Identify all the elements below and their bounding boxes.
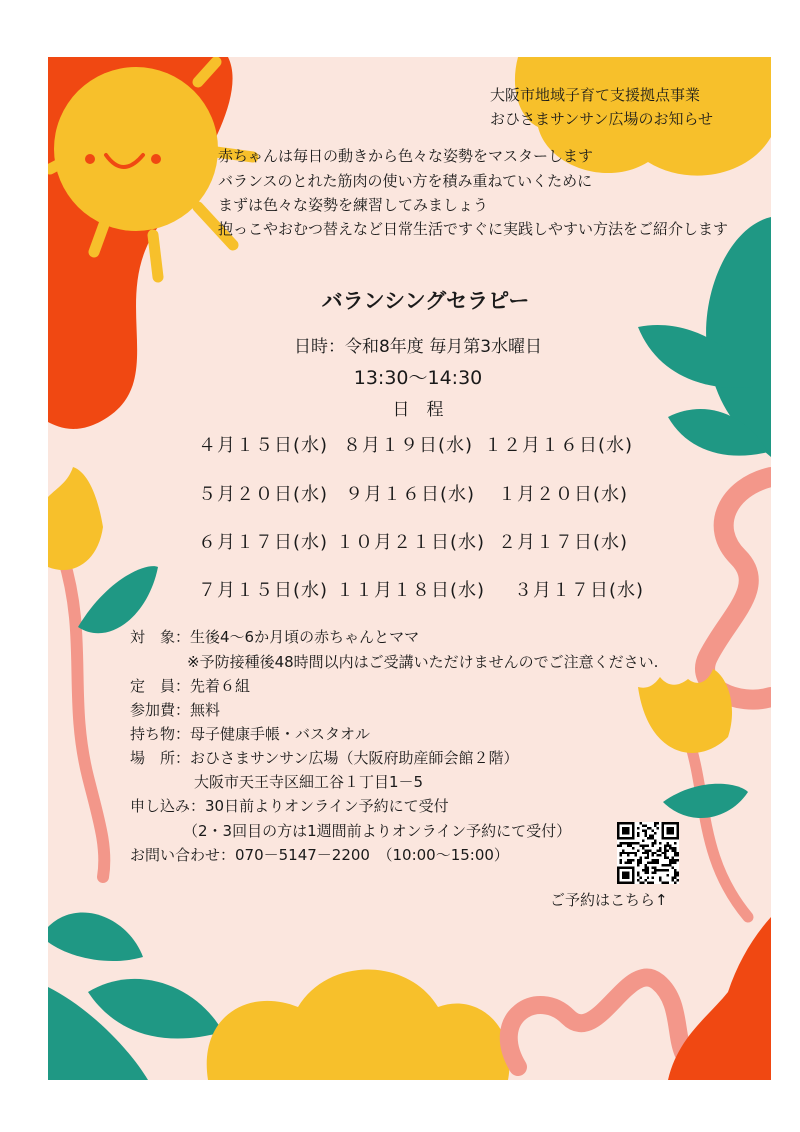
schedule-date: １２月１６日(水) [484, 435, 634, 456]
event-title: バランシングセラピー [321, 289, 530, 313]
schedule-date: ４月１５日(水) [198, 435, 329, 456]
org-line-2: おひさまサンサン広場のお知らせ [490, 110, 714, 128]
schedule-date: １１月１８日(水) [336, 580, 486, 601]
schedule-heading: 日 程 [392, 400, 444, 420]
intro-line-4: 抱っこやおむつ替えなど日常生活ですぐに実践しやすい方法をご紹介します [218, 220, 729, 238]
event-datetime: 日時：令和8年度 毎月第3水曜日 [293, 337, 543, 357]
detail-place: 場 所：おひさまサンサン広場（大阪府助産師会館２階） [130, 749, 519, 767]
schedule-date: ９月１６日(水) [345, 484, 476, 505]
teal-leaves-bottom-left [48, 913, 223, 1080]
detail-apply-note: （2・3回目の方は1週間前よりオンライン予約にて受付） [183, 822, 572, 840]
detail-bring: 持ち物：母子健康手帳・バスタオル [130, 725, 371, 743]
schedule-date: ３月１７日(水) [514, 580, 645, 601]
schedule-date: ７月１５日(水) [198, 580, 329, 601]
intro-line-2: バランスのとれた筋肉の使い方を積み重ねていくために [218, 172, 593, 190]
detail-capacity: 定 員：先着６組 [130, 677, 251, 695]
schedule-date: ８月１９日(水) [343, 435, 474, 456]
schedule-date: ２月１７日(水) [498, 532, 629, 553]
intro-line-1: 赤ちゃんは毎日の動きから色々な姿勢をマスターします [218, 147, 594, 165]
schedule-date: １月２０日(水) [498, 484, 629, 505]
orange-blob-bottom-right [668, 917, 771, 1080]
detail-contact: お問い合わせ：070－5147－2200 （10:00～15:00） [130, 846, 509, 864]
yellow-blob-bottom [207, 970, 510, 1081]
detail-fee: 参加費：無料 [130, 701, 221, 719]
event-time: 13:30～14:30 [353, 367, 483, 389]
schedule-date: ５月２０日(水) [198, 484, 329, 505]
org-line-1: 大阪市地域子育て支援拠点事業 [490, 86, 701, 104]
intro-line-3: まずは色々な姿勢を練習してみましょう [218, 196, 489, 214]
yellow-tulip-left [48, 467, 103, 570]
detail-target-note: ※予防接種後48時間以内はご受講いただけませんのでご注意ください. [187, 653, 659, 671]
pink-stem-right [688, 737, 748, 917]
schedule-date: １０月２１日(水) [336, 532, 486, 553]
schedule-date: ６月１７日(水) [198, 532, 329, 553]
detail-target: 対 象：生後4～6か月頃の赤ちゃんとママ [130, 628, 420, 646]
detail-apply: 申し込み：30日前よりオンライン予約にて受付 [130, 797, 449, 815]
qr-caption: ご予約はこちら↑ [550, 891, 668, 909]
qr-code[interactable] [617, 822, 679, 884]
yellow-tulip-right [638, 669, 732, 753]
detail-address: 大阪市天王寺区細工谷１丁目1－5 [194, 773, 424, 791]
teal-leaf-right [663, 784, 748, 818]
teal-leaf-left [78, 566, 158, 633]
flyer [48, 57, 771, 1080]
pink-squiggle-bottom [509, 978, 698, 1067]
pink-squiggle-right [705, 477, 771, 700]
